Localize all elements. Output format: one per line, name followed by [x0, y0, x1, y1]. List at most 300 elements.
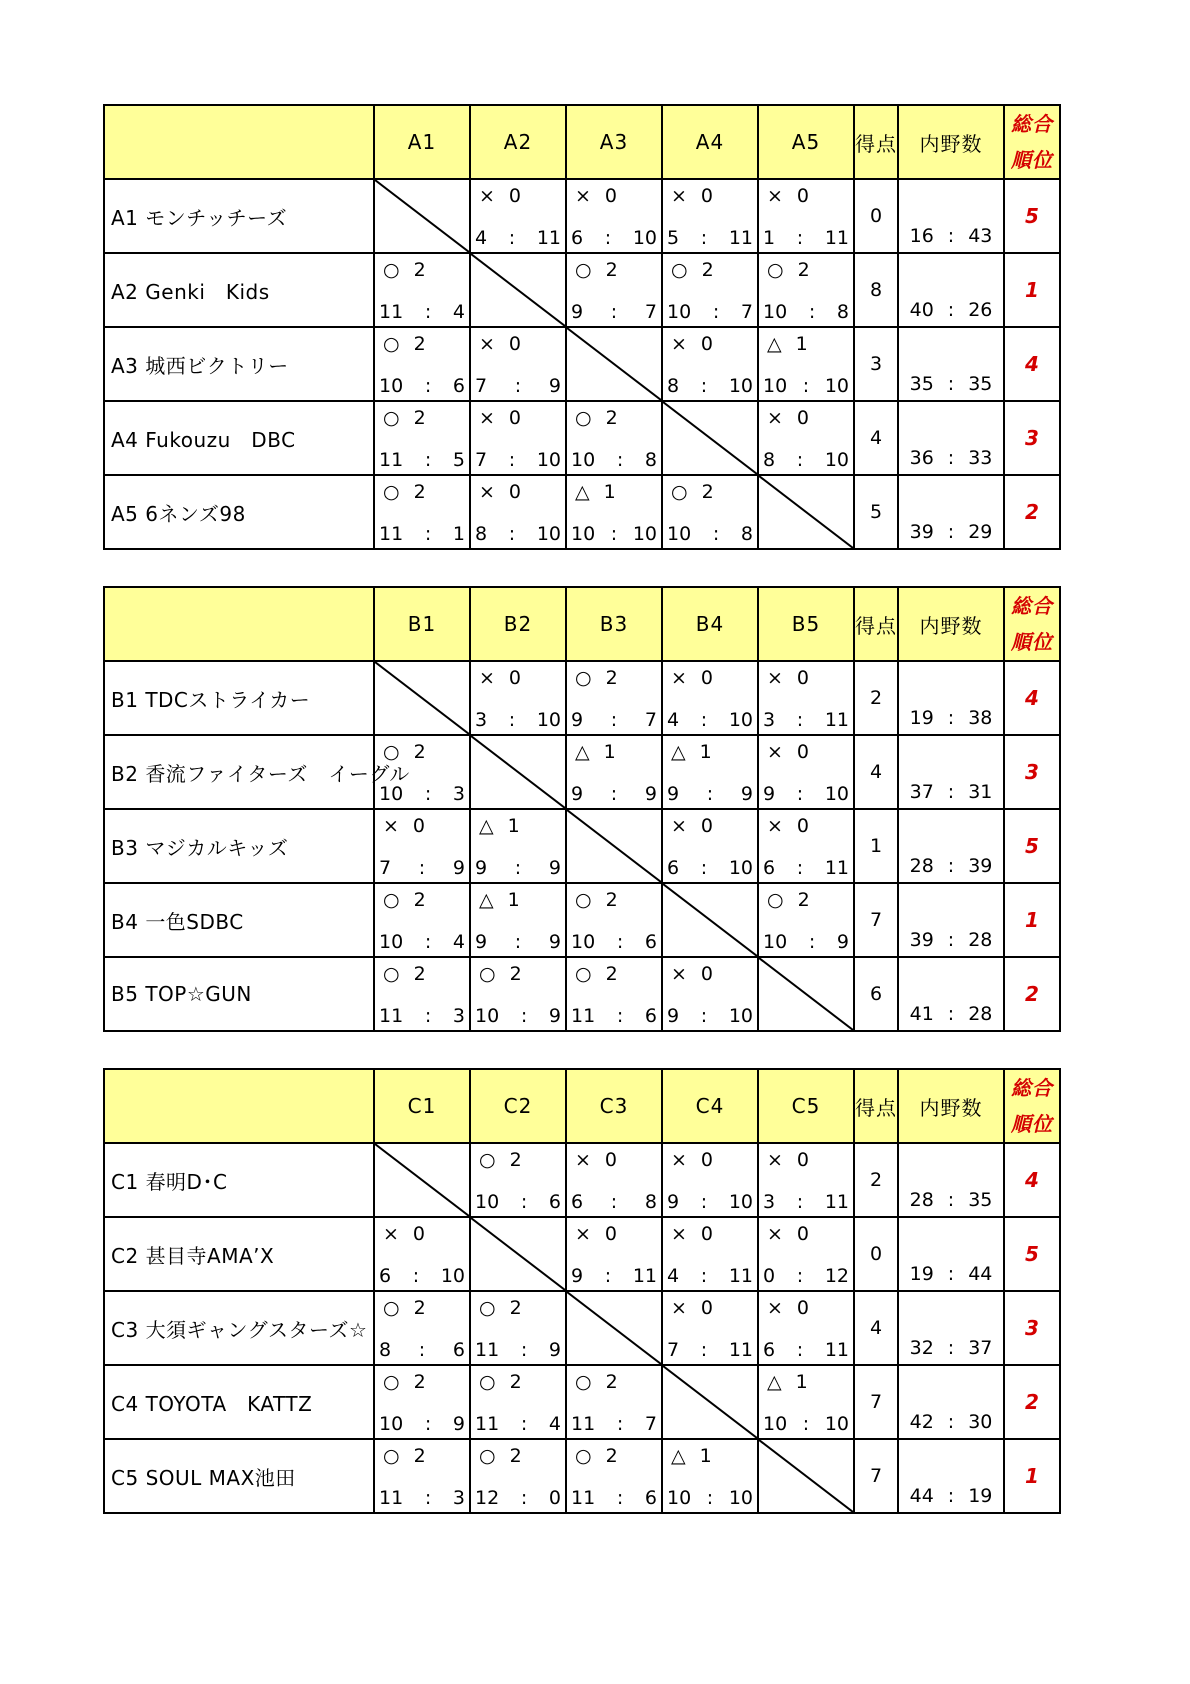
match-result-cell: [662, 327, 758, 401]
diagonal-slash: [567, 1292, 661, 1364]
score-against: 6: [644, 1487, 657, 1509]
infield-against: 37: [968, 1337, 993, 1359]
infield-against: 44: [968, 1263, 993, 1285]
score-separator: :: [514, 375, 522, 397]
total-points: 7: [854, 883, 898, 957]
column-header-c1: C1: [374, 1069, 470, 1143]
match-result-cell: [470, 1439, 566, 1513]
score-against: 9: [836, 931, 849, 953]
outcome-symbol: ○: [479, 1149, 496, 1171]
match-score: [475, 709, 561, 731]
team-code: C4: [111, 1391, 139, 1416]
match-score: [763, 709, 849, 731]
score-for: 9: [571, 709, 584, 731]
score-for: 10: [379, 931, 404, 953]
infield-for: 19: [909, 1263, 934, 1285]
match-outcome: [767, 407, 809, 429]
score-separator: :: [616, 931, 624, 953]
score-against: 6: [644, 1005, 657, 1027]
infield-for: 35: [909, 373, 934, 395]
rank-header-line2: 順位: [1011, 630, 1053, 654]
score-separator: :: [700, 1005, 708, 1027]
team-name-cell: [104, 1365, 374, 1439]
team-row: [104, 1439, 1060, 1513]
column-header-b3: B3: [566, 587, 662, 661]
score-separator: :: [424, 523, 432, 545]
self-match-cell: [374, 179, 470, 253]
match-score: [763, 375, 849, 397]
score-separator: :: [514, 857, 522, 879]
match-score: [667, 709, 753, 731]
match-points: 1: [603, 741, 616, 763]
match-points: 0: [796, 667, 810, 689]
score-against: 3: [452, 1005, 465, 1027]
team-name-cell: [104, 957, 374, 1031]
match-score: [571, 1265, 657, 1287]
infield-against: 29: [968, 521, 993, 543]
team-row: [104, 253, 1060, 327]
match-result-cell: [758, 1365, 854, 1439]
match-outcome: [671, 259, 714, 281]
score-against: 8: [836, 301, 849, 323]
outcome-symbol: ○: [383, 1445, 400, 1467]
match-points: 2: [413, 481, 426, 503]
score-for: 10: [763, 375, 788, 397]
score-against: 8: [644, 449, 657, 471]
team-code: A3: [111, 353, 139, 378]
match-result-cell: [566, 1217, 662, 1291]
match-points: 0: [508, 481, 522, 503]
self-match-cell: [662, 1365, 758, 1439]
outcome-symbol: ×: [767, 741, 783, 763]
outcome-symbol: ×: [575, 185, 591, 207]
outcome-symbol: △: [479, 889, 494, 911]
match-outcome: [575, 741, 616, 763]
score-for: 9: [571, 783, 584, 805]
match-outcome: [383, 333, 426, 355]
infield-score: [899, 225, 1003, 247]
diagonal-slash: [375, 180, 469, 252]
score-against: 1: [452, 523, 465, 545]
score-against: 0: [548, 1487, 561, 1509]
outcome-symbol: ×: [383, 815, 399, 837]
infield-score: [899, 373, 1003, 395]
diagonal-slash: [471, 736, 565, 808]
score-against: 10: [728, 709, 753, 731]
match-result-cell: [662, 957, 758, 1031]
score-for: 9: [571, 1265, 584, 1287]
score-separator: :: [604, 227, 612, 249]
infield-score: [899, 299, 1003, 321]
outcome-symbol: ○: [767, 889, 784, 911]
score-against: 7: [644, 1413, 657, 1435]
rank-header: [1004, 587, 1060, 661]
match-score: [379, 783, 465, 805]
column-header-b4: B4: [662, 587, 758, 661]
diagonal-slash: [375, 662, 469, 734]
team-row: [104, 735, 1060, 809]
score-separator: :: [508, 449, 516, 471]
match-score: [763, 1191, 849, 1213]
team-code: A4: [111, 427, 139, 452]
match-outcome: [671, 481, 714, 503]
team-name-cell: [104, 253, 374, 327]
column-header-b1: B1: [374, 587, 470, 661]
score-for: 11: [379, 449, 404, 471]
team-name-cell: [104, 179, 374, 253]
match-outcome: [383, 741, 426, 763]
infield-against: 33: [968, 447, 993, 469]
infield-score: [899, 1485, 1003, 1507]
header-blank: [104, 1069, 374, 1143]
match-result-cell: [758, 327, 854, 401]
match-score: [379, 1487, 465, 1509]
score-separator: :: [520, 1413, 528, 1435]
outcome-symbol: ○: [383, 259, 400, 281]
rank-header-line2: 順位: [1011, 1112, 1053, 1136]
team-name-cell: [104, 1439, 374, 1513]
outcome-symbol: ○: [575, 1371, 592, 1393]
total-points: 3: [854, 327, 898, 401]
score-for: 5: [667, 227, 680, 249]
outcome-symbol: ○: [479, 1445, 496, 1467]
score-separator: :: [712, 523, 720, 545]
score-for: 10: [763, 931, 788, 953]
match-result-cell: [758, 401, 854, 475]
score-against: 6: [548, 1191, 561, 1213]
match-outcome: [479, 1445, 522, 1467]
score-for: 10: [763, 301, 788, 323]
match-points: 0: [796, 185, 810, 207]
infield-total-cell: [898, 1439, 1004, 1513]
score-for: 6: [571, 227, 584, 249]
outcome-symbol: ×: [479, 407, 495, 429]
match-outcome: [383, 1445, 426, 1467]
outcome-symbol: ×: [671, 1149, 687, 1171]
score-for: 10: [571, 931, 596, 953]
match-result-cell: [374, 253, 470, 327]
infield-against: 31: [968, 781, 993, 803]
match-points: 2: [413, 741, 426, 763]
score-against: 12: [824, 1265, 849, 1287]
score-against: 9: [452, 857, 465, 879]
team-row: [104, 1365, 1060, 1439]
match-points: 2: [509, 963, 522, 985]
match-points: 2: [509, 1371, 522, 1393]
score-for: 10: [571, 449, 596, 471]
match-points: 0: [700, 815, 714, 837]
infield-separator: :: [947, 1485, 955, 1507]
team-name-cell: [104, 327, 374, 401]
match-points: 0: [604, 185, 618, 207]
match-points: 0: [604, 1223, 618, 1245]
match-points: 0: [700, 333, 714, 355]
column-header-a4: A4: [662, 105, 758, 179]
match-result-cell: [758, 735, 854, 809]
diagonal-slash: [663, 884, 757, 956]
match-score: [571, 1487, 657, 1509]
score-for: 10: [379, 783, 404, 805]
score-for: 9: [571, 301, 584, 323]
score-separator: :: [616, 1487, 624, 1509]
self-match-cell: [470, 253, 566, 327]
team-code: C1: [111, 1169, 139, 1194]
match-outcome: [671, 1445, 712, 1467]
score-for: 10: [571, 523, 596, 545]
points-header: 得点: [854, 587, 898, 661]
match-result-cell: [566, 735, 662, 809]
match-result-cell: [566, 253, 662, 327]
team-name-cell: [104, 661, 374, 735]
infield-for: 36: [909, 447, 934, 469]
match-outcome: [671, 185, 713, 207]
total-points: 2: [854, 1143, 898, 1217]
infield-against: 35: [968, 1189, 993, 1211]
outcome-symbol: ×: [767, 1223, 783, 1245]
team-name-cell: [104, 475, 374, 549]
match-points: 0: [700, 1223, 714, 1245]
match-score: [475, 1487, 561, 1509]
score-separator: :: [424, 931, 432, 953]
outcome-symbol: ×: [671, 185, 687, 207]
score-separator: :: [610, 523, 618, 545]
score-for: 11: [379, 523, 404, 545]
score-for: 7: [475, 375, 488, 397]
team-name-cell: [104, 401, 374, 475]
score-for: 9: [475, 857, 488, 879]
score-separator: :: [508, 523, 516, 545]
match-outcome: [767, 259, 810, 281]
match-outcome: [767, 815, 809, 837]
infield-total-cell: [898, 883, 1004, 957]
score-against: 10: [536, 523, 561, 545]
score-separator: :: [796, 1339, 804, 1361]
infield-total-cell: [898, 253, 1004, 327]
match-score: [571, 449, 657, 471]
match-outcome: [767, 185, 809, 207]
match-outcome: [575, 667, 618, 689]
score-against: 10: [536, 709, 561, 731]
match-result-cell: [758, 253, 854, 327]
match-outcome: [383, 259, 426, 281]
team-name: 春明D･C: [145, 1169, 228, 1194]
score-against: 7: [644, 301, 657, 323]
outcome-symbol: ×: [767, 815, 783, 837]
match-points: 2: [797, 889, 810, 911]
match-outcome: [767, 889, 810, 911]
score-separator: :: [424, 449, 432, 471]
score-against: 11: [824, 1191, 849, 1213]
score-separator: :: [808, 301, 816, 323]
score-separator: :: [802, 1413, 810, 1435]
score-separator: :: [610, 709, 618, 731]
infield-score: [899, 1337, 1003, 1359]
score-against: 10: [824, 1413, 849, 1435]
outcome-symbol: ○: [383, 481, 400, 503]
rank-header-line2: 順位: [1011, 148, 1053, 172]
team-name: TDCストライカー: [145, 687, 311, 712]
score-against: 10: [728, 375, 753, 397]
infield-against: 39: [968, 855, 993, 877]
score-separator: :: [424, 1005, 432, 1027]
team-name: TOYOTA KATTZ: [145, 1391, 313, 1416]
infield-for: 44: [909, 1485, 934, 1507]
match-score: [763, 857, 849, 879]
outcome-symbol: ○: [383, 407, 400, 429]
match-result-cell: [566, 1143, 662, 1217]
match-points: 2: [413, 333, 426, 355]
team-name: 6ネンズ98: [145, 501, 246, 526]
score-against: 10: [632, 523, 657, 545]
score-separator: :: [808, 931, 816, 953]
match-score: [379, 375, 465, 397]
outcome-symbol: △: [671, 1445, 686, 1467]
score-separator: :: [700, 709, 708, 731]
match-score: [379, 1413, 465, 1435]
self-match-cell: [758, 475, 854, 549]
infield-score: [899, 447, 1003, 469]
score-separator: :: [712, 301, 720, 323]
score-against: 11: [728, 227, 753, 249]
outcome-symbol: ×: [671, 815, 687, 837]
match-points: 0: [412, 815, 426, 837]
infield-against: 38: [968, 707, 993, 729]
team-name: 香流ファイターズ イーグル: [145, 761, 410, 786]
infield-score: [899, 521, 1003, 543]
infield-total-cell: [898, 1217, 1004, 1291]
rank-header: [1004, 105, 1060, 179]
match-points: 2: [413, 1445, 426, 1467]
match-points: 2: [605, 407, 618, 429]
match-result-cell: [374, 1365, 470, 1439]
score-for: 10: [667, 523, 692, 545]
match-score: [571, 523, 657, 545]
match-score: [475, 375, 561, 397]
match-result-cell: [662, 475, 758, 549]
diagonal-slash: [567, 810, 661, 882]
match-result-cell: [662, 661, 758, 735]
total-points: 1: [854, 809, 898, 883]
match-points: 1: [507, 815, 520, 837]
match-score: [571, 783, 657, 805]
score-for: 6: [571, 1191, 584, 1213]
match-points: 0: [700, 963, 714, 985]
match-result-cell: [470, 401, 566, 475]
overall-rank: 4: [1004, 1143, 1060, 1217]
self-match-cell: [566, 327, 662, 401]
team-name-cell: [104, 1143, 374, 1217]
diagonal-slash: [567, 328, 661, 400]
rank-header-line1: 総合: [1011, 112, 1053, 136]
infield-against: 35: [968, 373, 993, 395]
match-outcome: [479, 481, 521, 503]
score-against: 9: [644, 783, 657, 805]
diagonal-slash: [663, 1366, 757, 1438]
infield-total-cell: [898, 735, 1004, 809]
score-against: 11: [824, 709, 849, 731]
score-for: 7: [475, 449, 488, 471]
infield-total-cell: [898, 1143, 1004, 1217]
match-points: 0: [508, 333, 522, 355]
match-points: 2: [413, 1297, 426, 1319]
score-separator: :: [700, 857, 708, 879]
match-points: 2: [605, 963, 618, 985]
team-code: B4: [111, 909, 139, 934]
outcome-symbol: ×: [383, 1223, 399, 1245]
infield-separator: :: [947, 447, 955, 469]
score-for: 6: [763, 1339, 776, 1361]
match-outcome: [575, 407, 618, 429]
rank-header-line1: 総合: [1011, 594, 1053, 618]
outcome-symbol: ○: [383, 1297, 400, 1319]
match-result-cell: [470, 661, 566, 735]
match-score: [475, 1005, 561, 1027]
infield-total-cell: [898, 1365, 1004, 1439]
infield-separator: :: [947, 929, 955, 951]
match-outcome: [671, 667, 713, 689]
match-score: [475, 1413, 561, 1435]
team-name: Genki Kids: [145, 279, 270, 304]
match-points: 1: [699, 741, 712, 763]
column-header-a3: A3: [566, 105, 662, 179]
match-outcome: [767, 1149, 809, 1171]
infield-score: [899, 707, 1003, 729]
header-blank: [104, 587, 374, 661]
team-row: [104, 1291, 1060, 1365]
infield-score: [899, 1189, 1003, 1211]
score-for: 6: [667, 857, 680, 879]
match-outcome: [575, 1371, 618, 1393]
match-result-cell: [470, 809, 566, 883]
match-points: 2: [413, 963, 426, 985]
score-separator: :: [508, 227, 516, 249]
diagonal-slash: [375, 1144, 469, 1216]
infield-for: 41: [909, 1003, 934, 1025]
match-score: [475, 523, 561, 545]
match-outcome: [479, 185, 521, 207]
league-table-1: [103, 104, 1059, 550]
match-outcome: [479, 815, 520, 837]
match-result-cell: [566, 883, 662, 957]
match-score: [475, 227, 561, 249]
header-blank: [104, 105, 374, 179]
infield-separator: :: [947, 225, 955, 247]
match-result-cell: [662, 179, 758, 253]
score-separator: :: [412, 1265, 420, 1287]
match-outcome: [383, 481, 426, 503]
score-separator: :: [610, 783, 618, 805]
match-outcome: [671, 1149, 713, 1171]
team-row: [104, 475, 1060, 549]
score-separator: :: [706, 1487, 714, 1509]
team-row: [104, 1217, 1060, 1291]
infield-against: 30: [968, 1411, 993, 1433]
match-result-cell: [758, 661, 854, 735]
infield-for: 28: [909, 855, 934, 877]
score-against: 3: [452, 1487, 465, 1509]
match-score: [667, 227, 753, 249]
score-for: 11: [571, 1413, 596, 1435]
column-header-c3: C3: [566, 1069, 662, 1143]
match-result-cell: [470, 179, 566, 253]
match-score: [475, 1191, 561, 1213]
infield-for: 32: [909, 1337, 934, 1359]
score-separator: :: [706, 783, 714, 805]
match-result-cell: [758, 1291, 854, 1365]
score-for: 12: [475, 1487, 500, 1509]
score-separator: :: [616, 1005, 624, 1027]
team-row: [104, 883, 1060, 957]
